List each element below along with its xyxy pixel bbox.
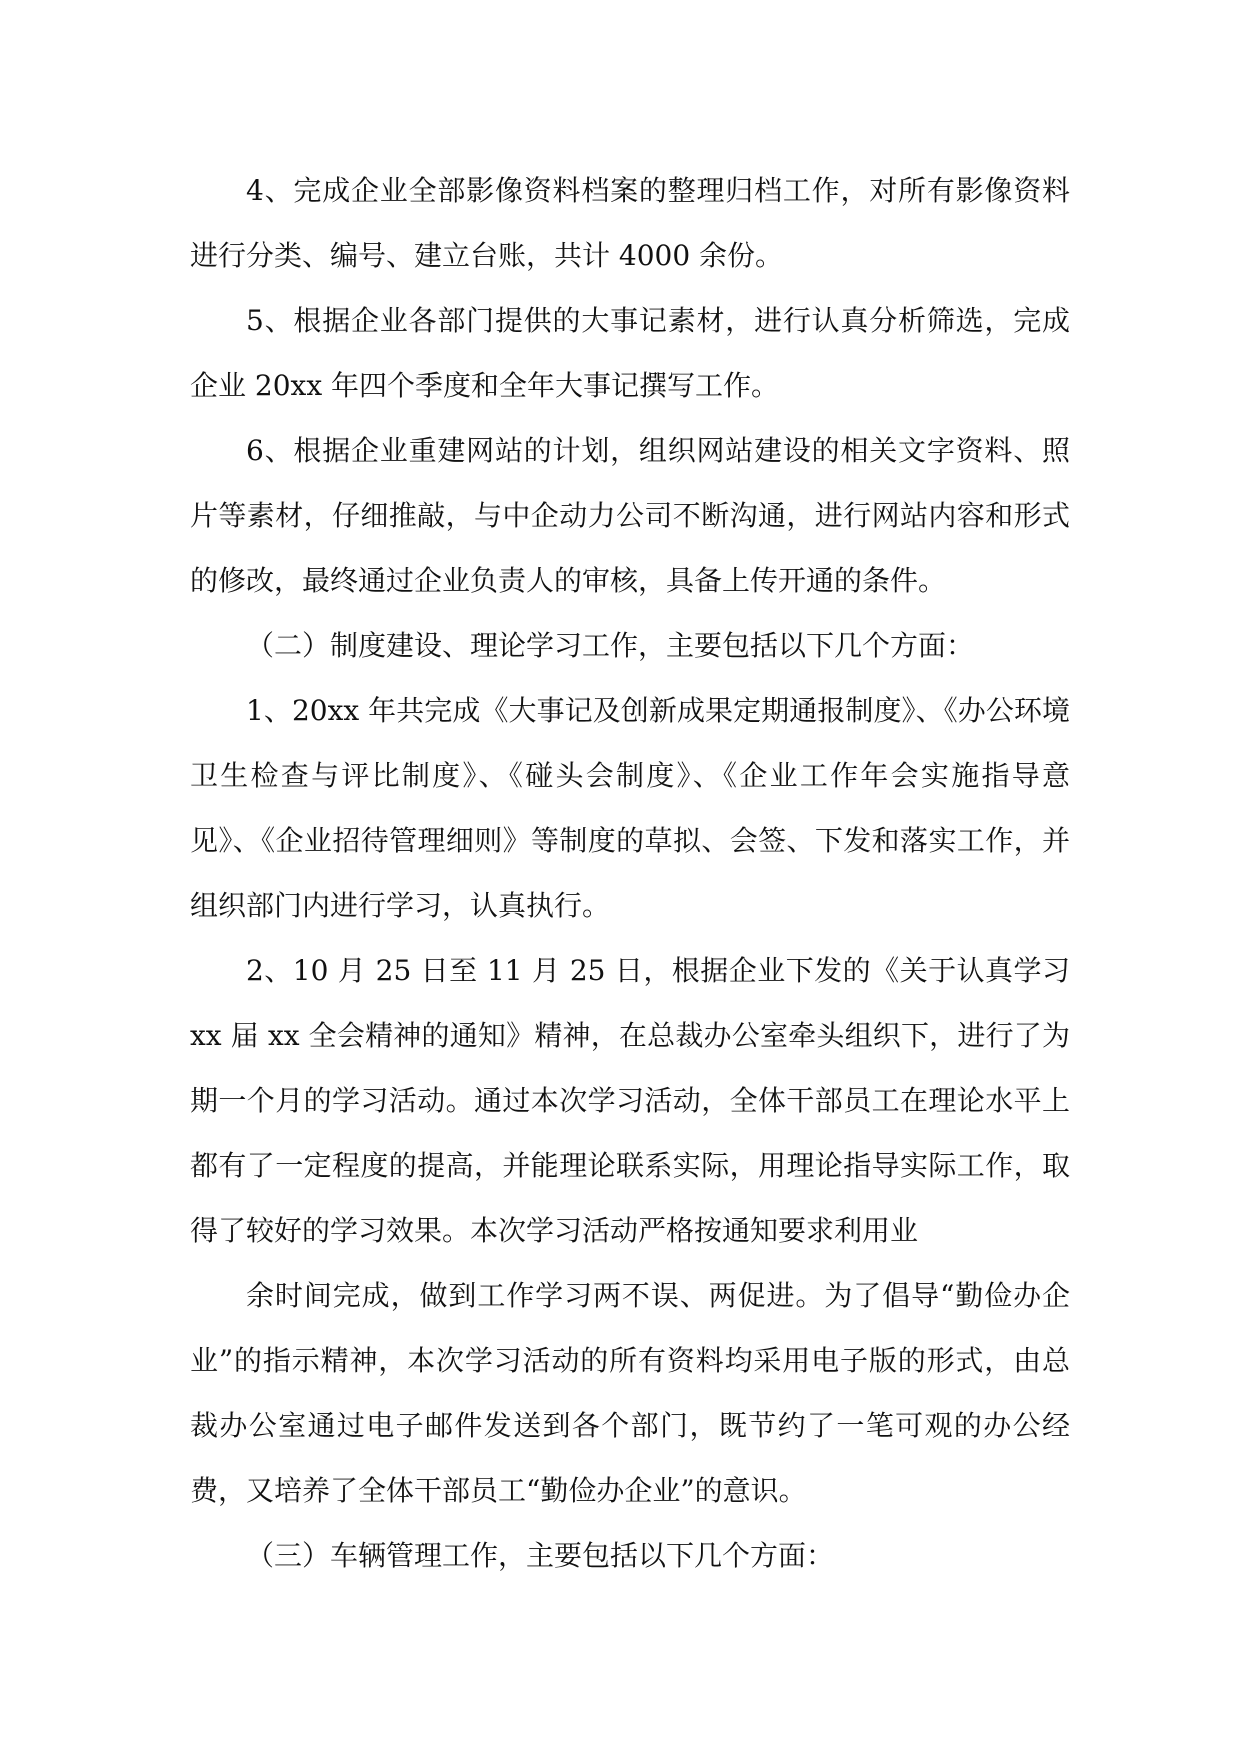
paragraph-item-1-regulations: 1、20xx 年共完成《大事记及创新成果定期通报制度》、《办公环境卫生检查与评比制度》、《碰头会制度》、《企业工作年会实施指导意见》、《企业招待管理细则》等制度的草拟、会签、下发和落实工作，并组织部门内进行学习，认真执行。 bbox=[190, 694, 1070, 922]
document-body bbox=[190, 158, 1070, 1588]
section-heading-vehicle-management: （三）车辆管理工作，主要包括以下几个方面： bbox=[246, 1539, 835, 1572]
paragraph-item-6-website: 6、根据企业重建网站的计划，组织网站建设的相关文字资料、照片等素材，仔细推敲，与中企动力公司不断沟通，进行网站内容和形式的修改，最终通过企业负责人的审核，具备上传开通的条件。 bbox=[190, 434, 1070, 597]
section-heading-system-building: （二）制度建设、理论学习工作，主要包括以下几个方面： bbox=[246, 629, 975, 662]
paragraph-item-5-chronicle: 5、根据企业各部门提供的大事记素材，进行认真分析筛选，完成企业 20xx 年四个季度和全年大事记撰写工作。 bbox=[190, 304, 1070, 402]
paragraph-study-continued: 余时间完成，做到工作学习两不误、两促进。为了倡导“勤俭办企业”的指示精神，本次学习活动的所有资料均采用电子版的形式，由总裁办公室通过电子邮件发送到各个部门，既节约了一笔可观的办公经费，又培养了全体干部员工“勤俭办企业”的意识。 bbox=[190, 1279, 1070, 1507]
paragraph-item-2-study-activity: 2、10 月 25 日至 11 月 25 日，根据企业下发的《关于认真学习 xx 届 xx 全会精神的通知》精神，在总裁办公室牵头组织下，进行了为期一个月的学习活动。通过本次学习活动，全体干部员工在理论水平上都有了一定程度的提高，并能理论联系实际，用理论指导实际工作，取得了较好的学习效果。本次学习活动严格按通知要求利用业 bbox=[190, 954, 1070, 1247]
paragraph-item-4-archive: 4、完成企业全部影像资料档案的整理归档工作，对所有影像资料进行分类、编号、建立台账，共计 4000 余份。 bbox=[190, 174, 1070, 272]
